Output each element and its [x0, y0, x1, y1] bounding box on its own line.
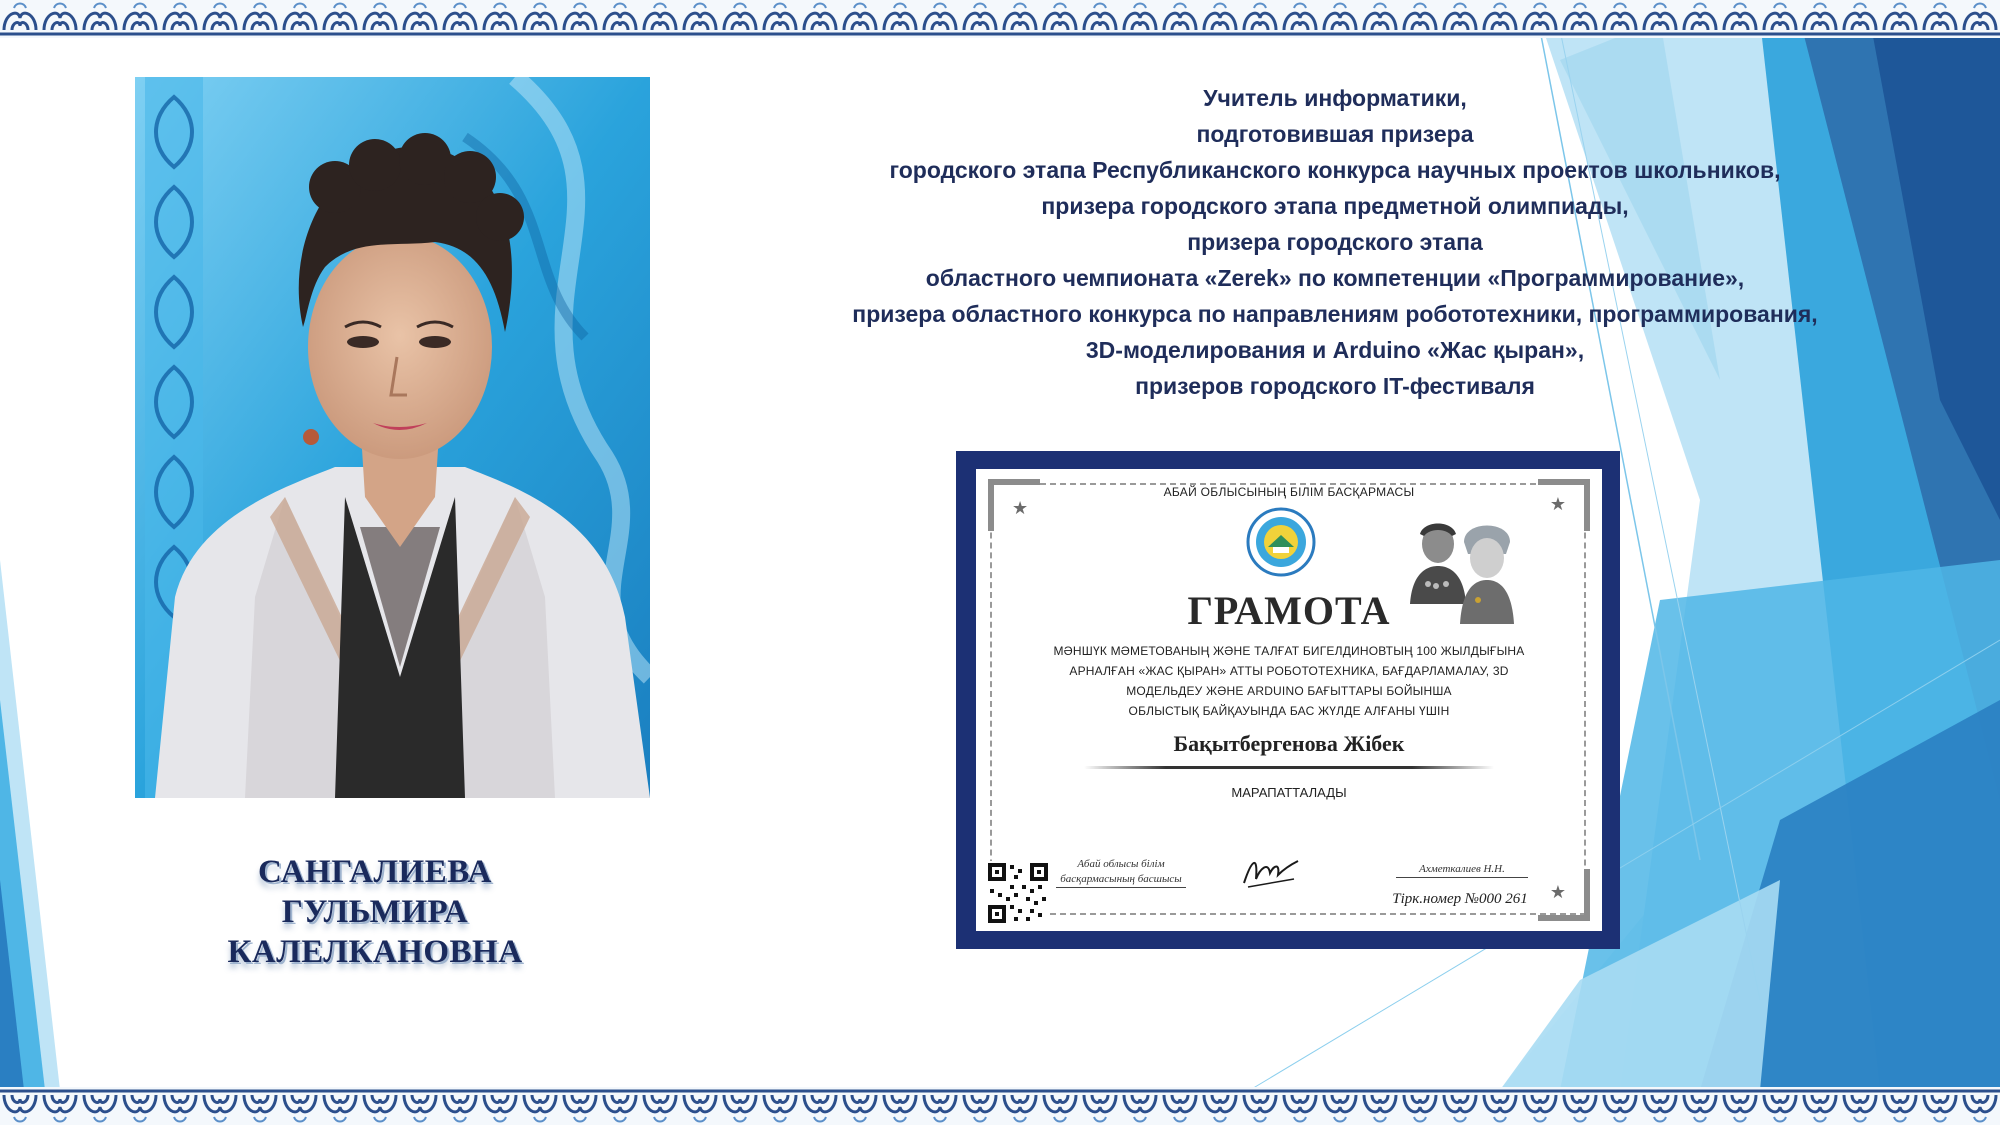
description-line: призера городского этапа — [1187, 229, 1483, 255]
description-line: городского этапа Республиканского конкурса научных проектов школьников, — [889, 157, 1781, 183]
certificate-body-line: ОБЛЫСТЫҚ БАЙҚАУЫНДА БАС ЖҮЛДЕ АЛҒАНЫ ҮШІН — [1128, 704, 1450, 718]
recipient-underline — [1084, 766, 1494, 769]
certificate — [956, 451, 1620, 949]
description-line: призера городского этапа предметной олимпиады, — [1041, 193, 1629, 219]
description-line: призеров городского IT-фестиваля — [1135, 373, 1535, 399]
description-line: 3D-моделирования и Arduino «Жас қыран», — [1085, 337, 1585, 363]
certificate-body-line: МОДЕЛЬДЕУ ЖӘНЕ ARDUINO БАҒЫТТАРЫ БОЙЫНША — [1126, 684, 1452, 698]
description-line: Учитель информатики, — [1203, 85, 1467, 111]
description-line: подготовившая призера — [1196, 121, 1474, 147]
signer-title — [1056, 857, 1186, 888]
signer-name: Ахметкалиев Н.Н. — [1396, 863, 1528, 878]
qr-code-icon — [986, 861, 1050, 925]
description-line: призера областного конкурса по направлениям робототехники, программирования, — [852, 301, 1818, 327]
star-icon: ★ — [1012, 498, 1029, 518]
bottom-ornament-border — [0, 1087, 2000, 1125]
certificate-recipient: Бақытбергенова Жібек — [1173, 731, 1405, 756]
signature-image — [1238, 849, 1304, 893]
certificate-awarded: МАРАПАТТАЛАДЫ — [1231, 785, 1347, 800]
certificate-header: АБАЙ ОБЛЫСЫНЫҢ БІЛІМ БАСҚАРМАСЫ — [1163, 485, 1415, 499]
registration-number: Тірк.номер №000 261 — [1392, 891, 1528, 907]
name-line-patronymic: КАЛЕЛКАНОВНА — [227, 934, 523, 970]
name-line-first: ГУЛЬМИРА — [281, 894, 469, 930]
portrait-photo — [135, 77, 650, 798]
signer-title-line: Абай облысы білім — [1077, 858, 1165, 870]
star-icon: ★ — [1549, 494, 1566, 514]
certificate-title: ГРАМОТА — [1187, 588, 1391, 633]
top-ornament-border — [0, 0, 2000, 38]
certificate-body — [1006, 641, 1572, 721]
signer-title-line: басқармасының басшысы — [1056, 872, 1186, 888]
description-line: областного чемпионата «Zerek» по компетенции «Программирование», — [925, 265, 1745, 291]
education-emblem-icon — [1246, 507, 1316, 577]
achievements-description — [760, 80, 1910, 404]
name-line-surname: САНГАЛИЕВА — [258, 854, 492, 890]
certificate-body-line: АРНАЛҒАН «ЖАС ҚЫРАН» АТТЫ РОБОТОТЕХНИКА, БАҒДАРЛАМАЛАУ, 3D — [1069, 664, 1509, 678]
star-icon: ★ — [1549, 882, 1566, 902]
certificate-body-line: МӘНШҮК МӘМЕТОВАНЫҢ ЖӘНЕ ТАЛҒАТ БИГЕЛДИНОВТЫҢ 100 ЖЫЛДЫҒЫНА — [1053, 644, 1525, 658]
certificate-paper — [976, 469, 1602, 931]
person-name — [175, 852, 575, 972]
